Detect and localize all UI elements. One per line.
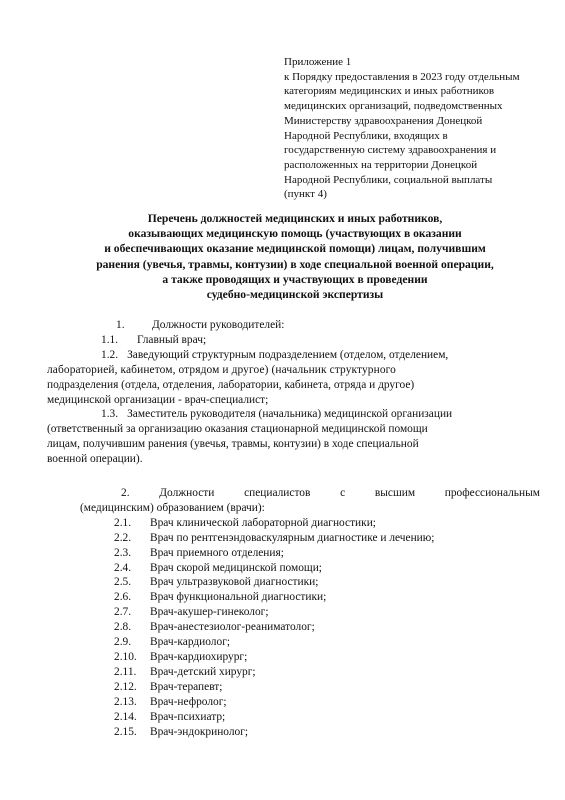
title-line: ранения (увечья, травмы, контузии) в ходе специальной военной операции, [96, 257, 494, 271]
heading-word: Должности [159, 487, 215, 499]
item-text: Врач скорой медицинской помощи; [150, 561, 322, 574]
heading-word: высшим [374, 487, 416, 499]
list-item [114, 546, 541, 561]
section-number: 2. [121, 487, 130, 499]
heading-word: с [340, 487, 346, 499]
heading-word: специалистов [244, 487, 311, 499]
item-number: 2.10. [114, 650, 137, 663]
list-item [114, 710, 541, 725]
list-item [114, 590, 541, 605]
item-text: лабораторией, кабинетом, отрядом и другое) (начальник структурного [47, 363, 396, 376]
heading-word: профессиональным [444, 487, 540, 499]
appendix-line: Министерству здравоохранения Донецкой [284, 114, 483, 127]
item-text: Врач функциональной диагностики; [150, 591, 327, 604]
item-number: 2.6. [114, 591, 132, 604]
appendix-note [284, 55, 546, 202]
item-number: 1.3. [101, 408, 119, 421]
item-number: 2.13. [114, 695, 137, 708]
item-number: 2.12. [114, 680, 137, 693]
item-number: 2.8. [114, 621, 132, 634]
list-item [114, 725, 541, 740]
list-item [114, 665, 541, 680]
title-line: а также проводящих и участвующих в проведении [162, 272, 428, 286]
appendix-line: государственную систему здравоохранения и [284, 144, 497, 157]
appendix-line: (пункт 4) [284, 188, 327, 201]
section-heading-text: Должности руководителей: [152, 319, 285, 331]
list-item [114, 695, 541, 710]
item-text: Врач-эндокринолог; [150, 725, 249, 738]
item-number: 2.15. [114, 725, 137, 738]
item-text: Врач-кардиохирург; [150, 650, 248, 663]
item-text: лицам, получившим ранения (увечья, травмы, контузии) в ходе специальной [47, 438, 419, 451]
list-item [114, 650, 541, 665]
item-number: 1.1. [101, 333, 119, 346]
list-item [47, 348, 541, 408]
item-text: Заместитель руководителя (начальника) медицинской организации [127, 408, 453, 421]
item-text: Врач-акушер-гинеколог; [150, 606, 269, 619]
item-number: 2.2. [114, 531, 132, 544]
list-item [114, 575, 541, 590]
list-item [81, 333, 541, 348]
list-item [47, 407, 541, 467]
appendix-line: категориям медицинских и иных работников [284, 85, 495, 98]
appendix-line: медицинских организаций, подведомственных [284, 100, 503, 113]
item-text: Врач приемного отделения; [150, 546, 284, 559]
item-text: подразделения (отдела, отделения, лаборатории, кабинета, отряда и другое) [47, 378, 415, 391]
item-text: Врач-кардиолог; [150, 636, 231, 649]
item-number: 2.3. [114, 546, 132, 559]
title-line: судебно-медицинской экспертизы [206, 288, 384, 302]
list-item [114, 620, 541, 635]
appendix-line: расположенных на территории Донецкой [284, 158, 478, 171]
item-text: Главный врач; [137, 333, 207, 346]
item-text: Врач-нефролог; [150, 695, 227, 708]
list-item [114, 605, 541, 620]
specialist-list [114, 516, 541, 740]
document-title [60, 211, 530, 302]
item-text: Врач клинической лабораторной диагностики; [150, 516, 376, 529]
list-item [114, 516, 541, 531]
item-number: 2.14. [114, 710, 137, 723]
item-text: военной операции). [47, 453, 143, 466]
item-text: (ответственный за организацию оказания стационарной медицинской помощи [47, 423, 428, 436]
title-line: оказывающих медицинскую помощь (участвующих в оказании [128, 227, 462, 241]
title-line: Перечень должностей медицинских и иных работников, [147, 212, 443, 225]
item-line [81, 407, 541, 422]
item-number: 1.2. [101, 348, 119, 361]
list-item [114, 561, 541, 576]
item-text: Врач-детский хирург; [150, 665, 256, 678]
item-number: 2.4. [114, 561, 132, 574]
title-line: и обеспечивающих оказание медицинской помощи) лицам, получившим [104, 242, 486, 256]
item-text: Врач по рентгенэндоваскулярным диагностике и лечению; [150, 531, 435, 544]
item-text: Врач-терапевт; [150, 680, 223, 693]
section-managers [47, 318, 541, 467]
list-item [114, 680, 541, 695]
section-heading [81, 318, 541, 333]
item-text: медицинской организации - врач-специалист; [47, 393, 269, 406]
list-item [114, 635, 541, 650]
item-number: 2.11. [114, 665, 137, 678]
appendix-line: Народной Республики, социальной выплаты [284, 173, 493, 186]
item-text: Заведующий структурным подразделением (отделом, отделением, [127, 348, 449, 361]
appendix-line: Приложение 1 [284, 56, 352, 68]
item-text: Врач-анестезиолог-реаниматолог; [150, 621, 315, 634]
item-number: 2.9. [114, 636, 132, 649]
item-number: 2.5. [114, 576, 132, 589]
item-number: 2.7. [114, 606, 132, 619]
item-line [81, 348, 541, 363]
section-heading-line: (медицинским) образованием (врачи): [80, 501, 265, 514]
section-number: 1. [116, 319, 125, 331]
appendix-line: к Порядку предоставления в 2023 году отдельным [284, 70, 520, 83]
list-item [114, 531, 541, 546]
item-text: Врач ультразвуковой диагностики; [150, 576, 319, 589]
appendix-line: Народной Республики, входящих в [284, 129, 448, 142]
section-heading [121, 486, 540, 501]
section-specialists [81, 486, 541, 739]
item-text: Врач-психиатр; [150, 710, 226, 723]
item-number: 2.1. [114, 516, 132, 529]
